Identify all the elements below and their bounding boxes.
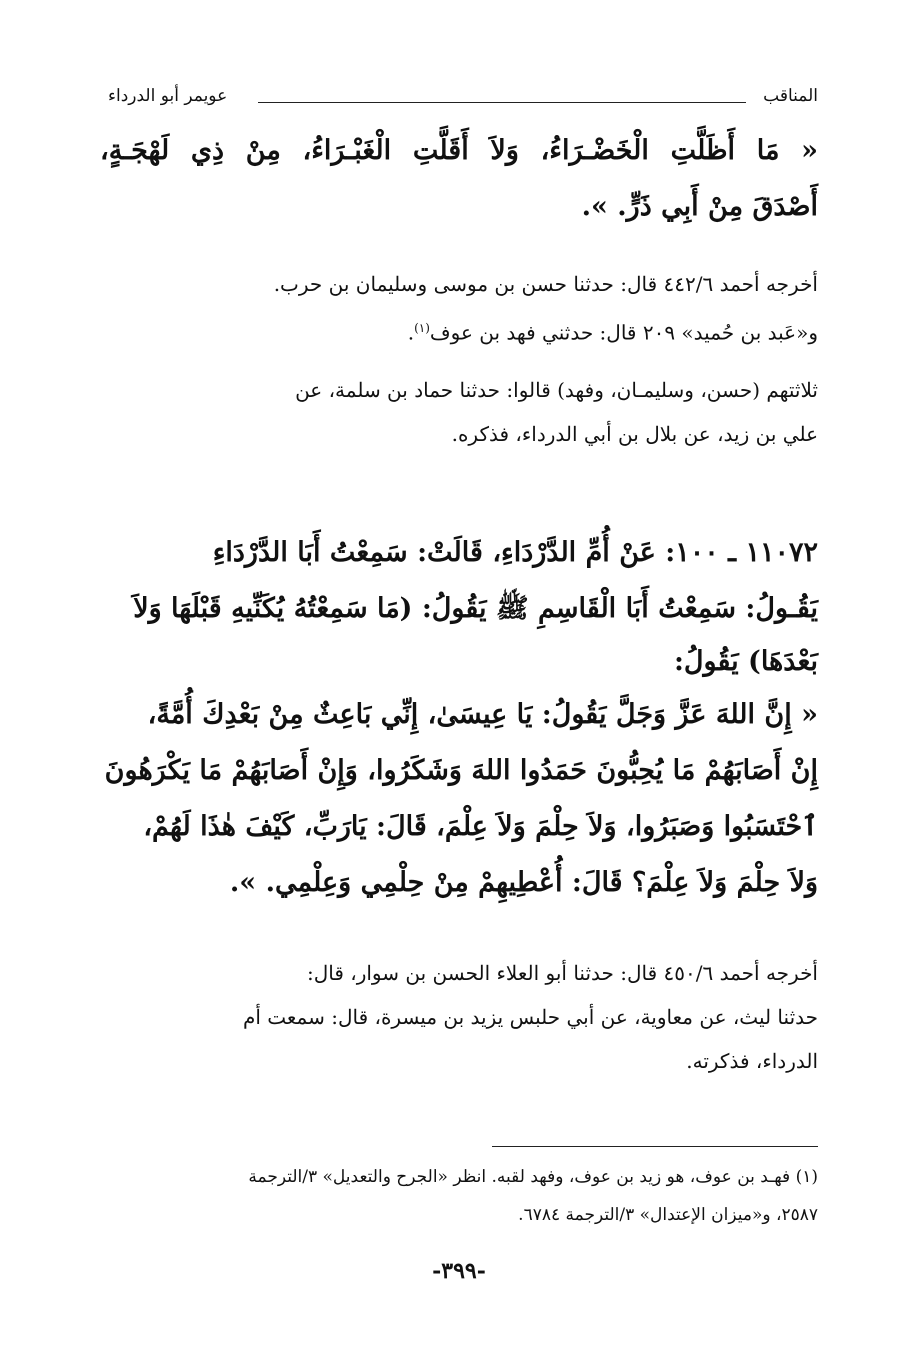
hadith-1-line-1: « مَا أَظَلَّتِ الْخَضْـرَاءُ، وَلاَ أَقَلَّتِ الْغَبْـرَاءُ، مِنْ ذِي لَهْجَـةٍ، xyxy=(100,135,818,166)
page-number: -٣٩٩- xyxy=(432,1258,486,1284)
takhrij-2 xyxy=(100,951,818,1083)
takhrij-2-line-3: الدرداء، فذكرته. xyxy=(686,1049,818,1073)
hadith-2-line-7: وَلاَ حِلْمَ وَلاَ عِلْمَ؟ قَالَ: أُعْطِيهِمْ مِنْ حِلْمِي وَعِلْمِي. ». xyxy=(229,867,818,898)
takhrij-1-line-3: ثلاثتهم (حسن، وسليمـان، وفهد) قالوا: حدثنا حماد بن سلمة، عن xyxy=(295,378,818,402)
takhrij-2-line-2: حدثنا ليث، عن معاوية، عن أبي حلبس يزيد بن ميسرة، قال: سمعت أم xyxy=(242,1005,818,1029)
hadith-2-line-2: يَقُـولُ: سَمِعْتُ أَبَا الْقَاسِمِ ﷺ يَقُولُ: (مَا سَمِعْتُهُ يُكَنِّيهِ قَبْلَهَا وَلاَ xyxy=(133,593,818,624)
footnote-marker[interactable]: (١) xyxy=(414,321,430,335)
header-title: عويمر أبو الدرداء xyxy=(108,86,228,106)
header-rule xyxy=(258,102,746,103)
takhrij-1-line-1: أخرجه أحمد ٤٤٢/٦ قال: حدثنا حسن بن موسى وسليمان بن حرب. xyxy=(273,272,818,296)
hadith-2-line-4: « إِنَّ اللهَ عَزَّ وَجَلَّ يَقُولُ: يَا عِيسَىٰ، إِنِّي بَاعِثٌ مِنْ بَعْدِكَ أُمَّةً، xyxy=(147,699,818,730)
takhrij-1-chain xyxy=(100,368,818,456)
footnote-rule xyxy=(492,1146,818,1147)
hadith-1 xyxy=(100,123,818,235)
hadith-2-line-6: ٱحْتَسَبُوا وَصَبَرُوا، وَلاَ حِلْمَ وَلاَ عِلْمَ، قَالَ: يَارَبِّ، كَيْفَ هٰذَا لَهُمْ، xyxy=(143,811,818,842)
hadith-2 xyxy=(100,525,818,911)
running-header xyxy=(108,86,818,114)
takhrij-2-line-1: أخرجه أحمد ٤٥٠/٦ قال: حدثنا أبو العلاء الحسن بن سوار، قال: xyxy=(306,961,818,985)
hadith-2-line-1: ١١٠٧٢ ـ ١٠٠: عَنْ أُمِّ الدَّرْدَاءِ، قَالَتْ: سَمِعْتُ أَبَا الدَّرْدَاءِ xyxy=(212,537,818,568)
takhrij-1 xyxy=(100,262,818,350)
footnote-line-2: ٢٥٨٧، و«ميزان الإعتدال» ٣/الترجمة ٦٧٨٤. xyxy=(518,1205,818,1225)
hadith-1-line-2: أَصْدَقَ مِنْ أَبِي ذَرٍّ. ». xyxy=(581,191,818,222)
takhrij-1-line-2: و«عَبد بن حُميد» ٢٠٩ قال: حدثني فهد بن عوف$^{(١)}$. xyxy=(407,320,818,345)
takhrij-1-line-4: علي بن زيد، عن بلال بن أبي الدرداء، فذكره. xyxy=(451,422,818,446)
footnote-line-1: (١) فهـد بن عوف، هو زيد بن عوف، وفهد لقبه. انظر «الجرح والتعديل» ٣/الترجمة xyxy=(248,1167,818,1187)
header-section: المناقب xyxy=(763,86,818,106)
hadith-2-line-3: بَعْدَهَا) يَقُولُ: xyxy=(673,646,818,677)
takhrij-1-line-2-text: و«عَبد بن حُميد» ٢٠٩ قال: حدثني فهد بن عوف xyxy=(429,320,818,345)
footnotes xyxy=(100,1158,818,1234)
hadith-2-line-5: إِنْ أَصَابَهُمْ مَا يُحِبُّونَ حَمَدُوا اللهَ وَشَكَرُوا، وَإِنْ أَصَابَهُمْ مَا يَكْرَهُونَ xyxy=(104,755,818,786)
